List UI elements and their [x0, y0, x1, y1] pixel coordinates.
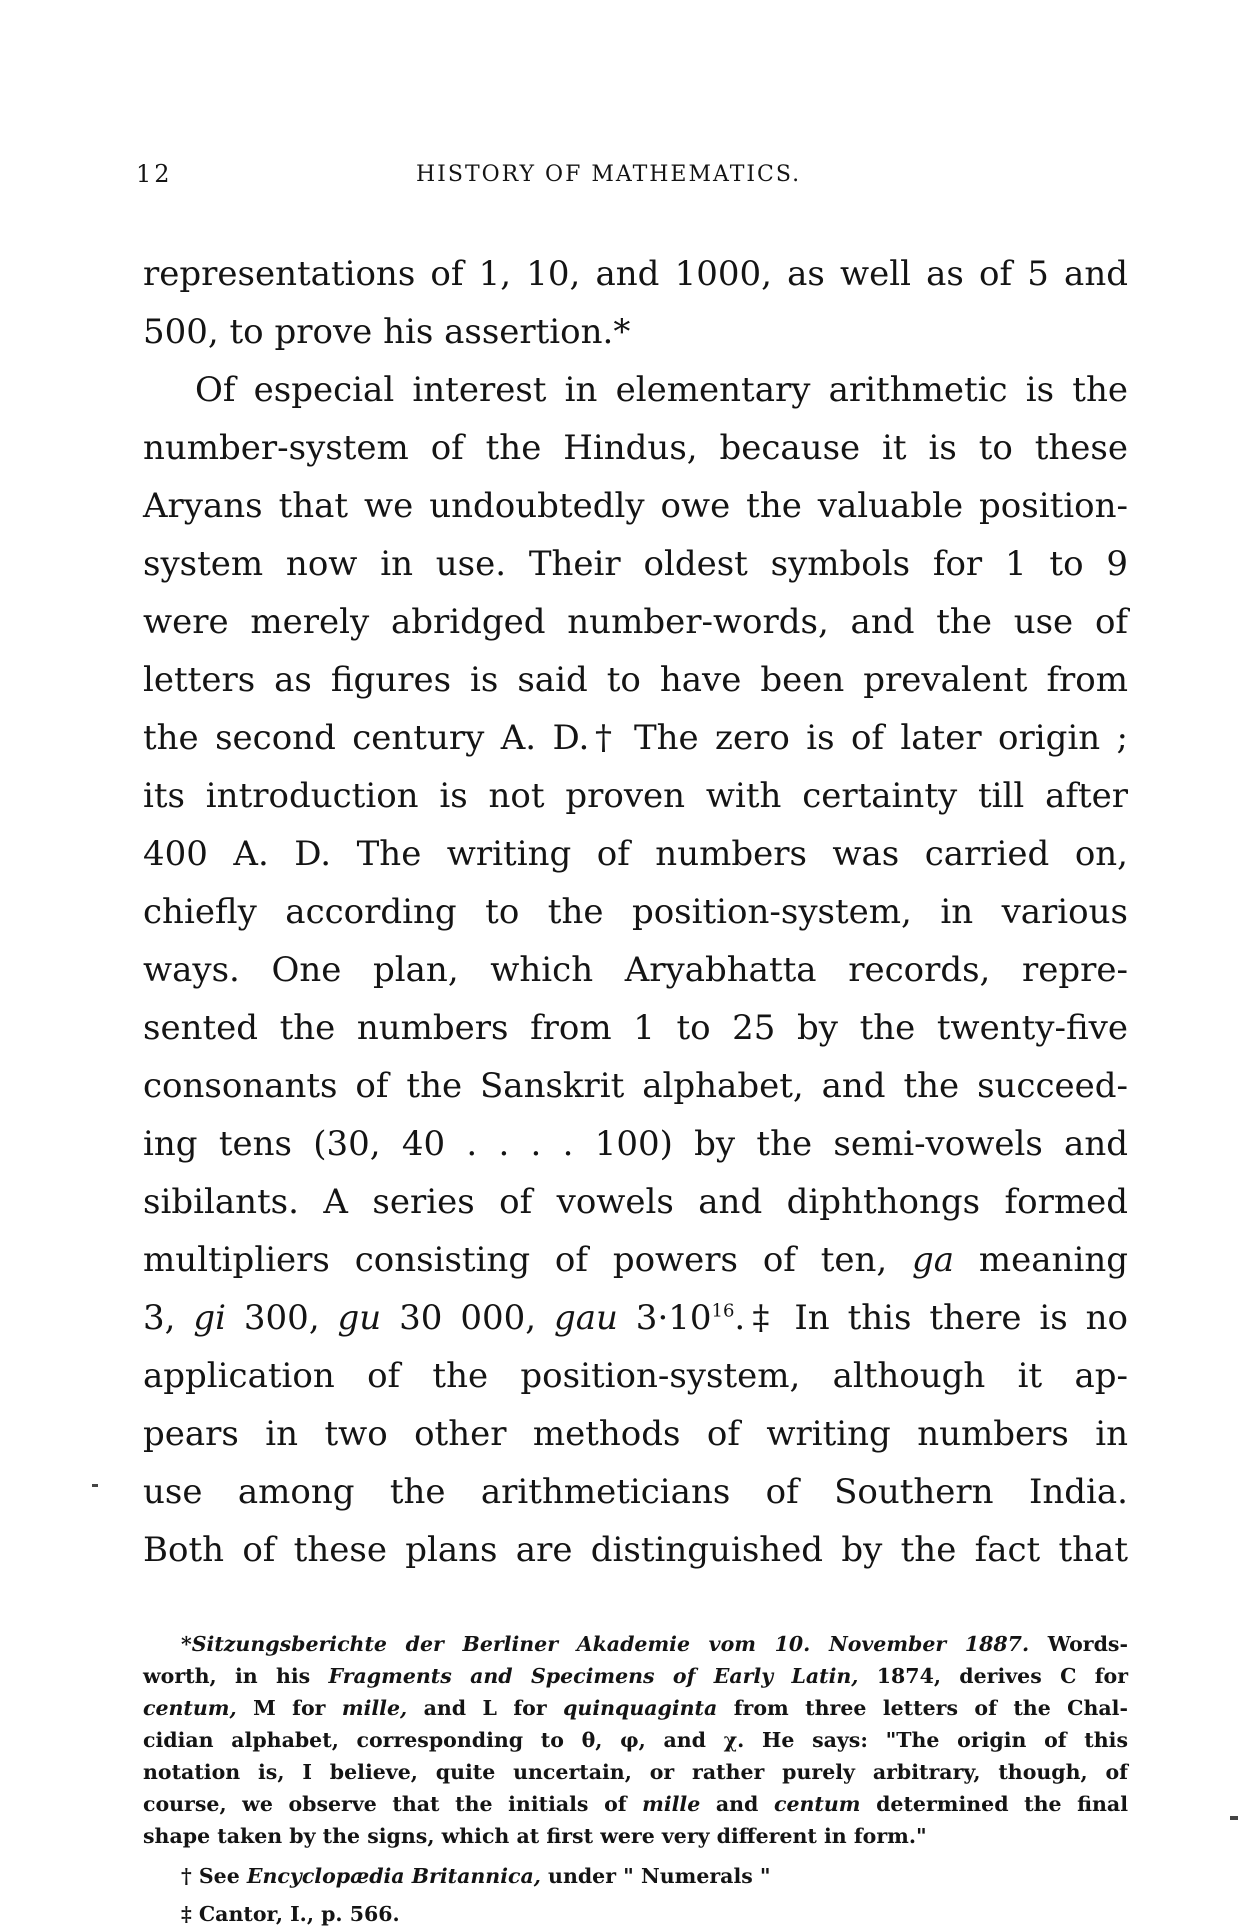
text-line: pears in two other methods of writing numbers in [143, 1414, 1128, 1454]
scan-speck [92, 1484, 98, 1487]
text-line: system now in use. Their oldest symbols for 1 to 9 [143, 544, 1128, 584]
footnote-star-line: worth, in his Fragments and Specimens of Early Latin, 1874, derives C for [143, 1664, 1129, 1688]
text-line: number-system of the Hindus, because it is to these [143, 428, 1128, 468]
text-line: consonants of the Sanskrit alphabet, and the succeed- [143, 1066, 1128, 1106]
text-line: were merely abridged number-words, and the use of [143, 602, 1128, 642]
text-line: multipliers consisting of powers of ten, ga meaning [143, 1240, 1128, 1280]
text-line: chiefly according to the position-system, in various [143, 892, 1128, 932]
text-line: application of the position-system, although it ap- [143, 1356, 1128, 1396]
text-line: its introduction is not proven with certainty till after [143, 776, 1128, 816]
text-line: Of especial interest in elementary arithmetic is the [195, 370, 1128, 410]
text-line: the second century A. D.† The zero is of later origin ; [143, 718, 1128, 758]
scan-speck [1230, 1816, 1238, 1820]
text-line: letters as figures is said to have been prevalent from [143, 660, 1128, 700]
text-line: representations of 1, 10, and 1000, as well as of 5 and [143, 254, 1128, 294]
running-title: HISTORY OF MATHEMATICS. [416, 162, 802, 187]
text-line: sented the numbers from 1 to 25 by the twenty-five [143, 1008, 1128, 1048]
footnote-star-line: notation is, I believe, quite uncertain, or rather purely arbitrary, though, of [143, 1760, 1128, 1784]
text-line: sibilants. A series of vowels and diphthongs formed [143, 1182, 1128, 1222]
text-line: 3, gi 300, gu 30 000, gau $3\cdot 10^{16}.\ddagger$ In this there is no [143, 1298, 1128, 1338]
text-line: Both of these plans are distinguished by the fact that [143, 1530, 1128, 1570]
footnote-star-line: course, we observe that the initials of mille and centum determined the final [143, 1792, 1129, 1816]
text-line: 400 A. D. The writing of numbers was carried on, [143, 834, 1128, 874]
text-line: use among the arithmeticians of Southern India. [143, 1472, 1128, 1512]
text-line: ways. One plan, which Aryabhatta records, repre- [143, 950, 1128, 990]
footnote-star-line: *Sitzungsberichte der Berliner Akademie vom 10. November 1887. Words- [181, 1632, 1128, 1656]
footnote-star-line: cidian alphabet, corresponding to θ, φ, and χ. He says: "The origin of this [143, 1728, 1128, 1752]
footnote-star-line: shape taken by the signs, which at first were very different in form." [143, 1824, 927, 1848]
footnotes [143, 1628, 1128, 1930]
body-text [143, 245, 1128, 1579]
text-line: 500, to prove his assertion.* [143, 312, 631, 352]
footnote-star-line: centum, M for mille, and L for quinquaginta from three letters of the Chal- [143, 1696, 1128, 1720]
footnote-double-dagger: ‡ Cantor, I., p. 566. [181, 1902, 400, 1926]
page-header [136, 160, 1136, 200]
text-line: Aryans that we undoubtedly owe the valuable position- [143, 486, 1128, 526]
text-line: ing tens (30, 40 . . . . 100) by the semi-vowels and [143, 1124, 1128, 1164]
page-number: 12 [136, 160, 173, 188]
footnote-dagger: † See Encyclopædia Britannica, under " Numerals " [181, 1864, 771, 1888]
